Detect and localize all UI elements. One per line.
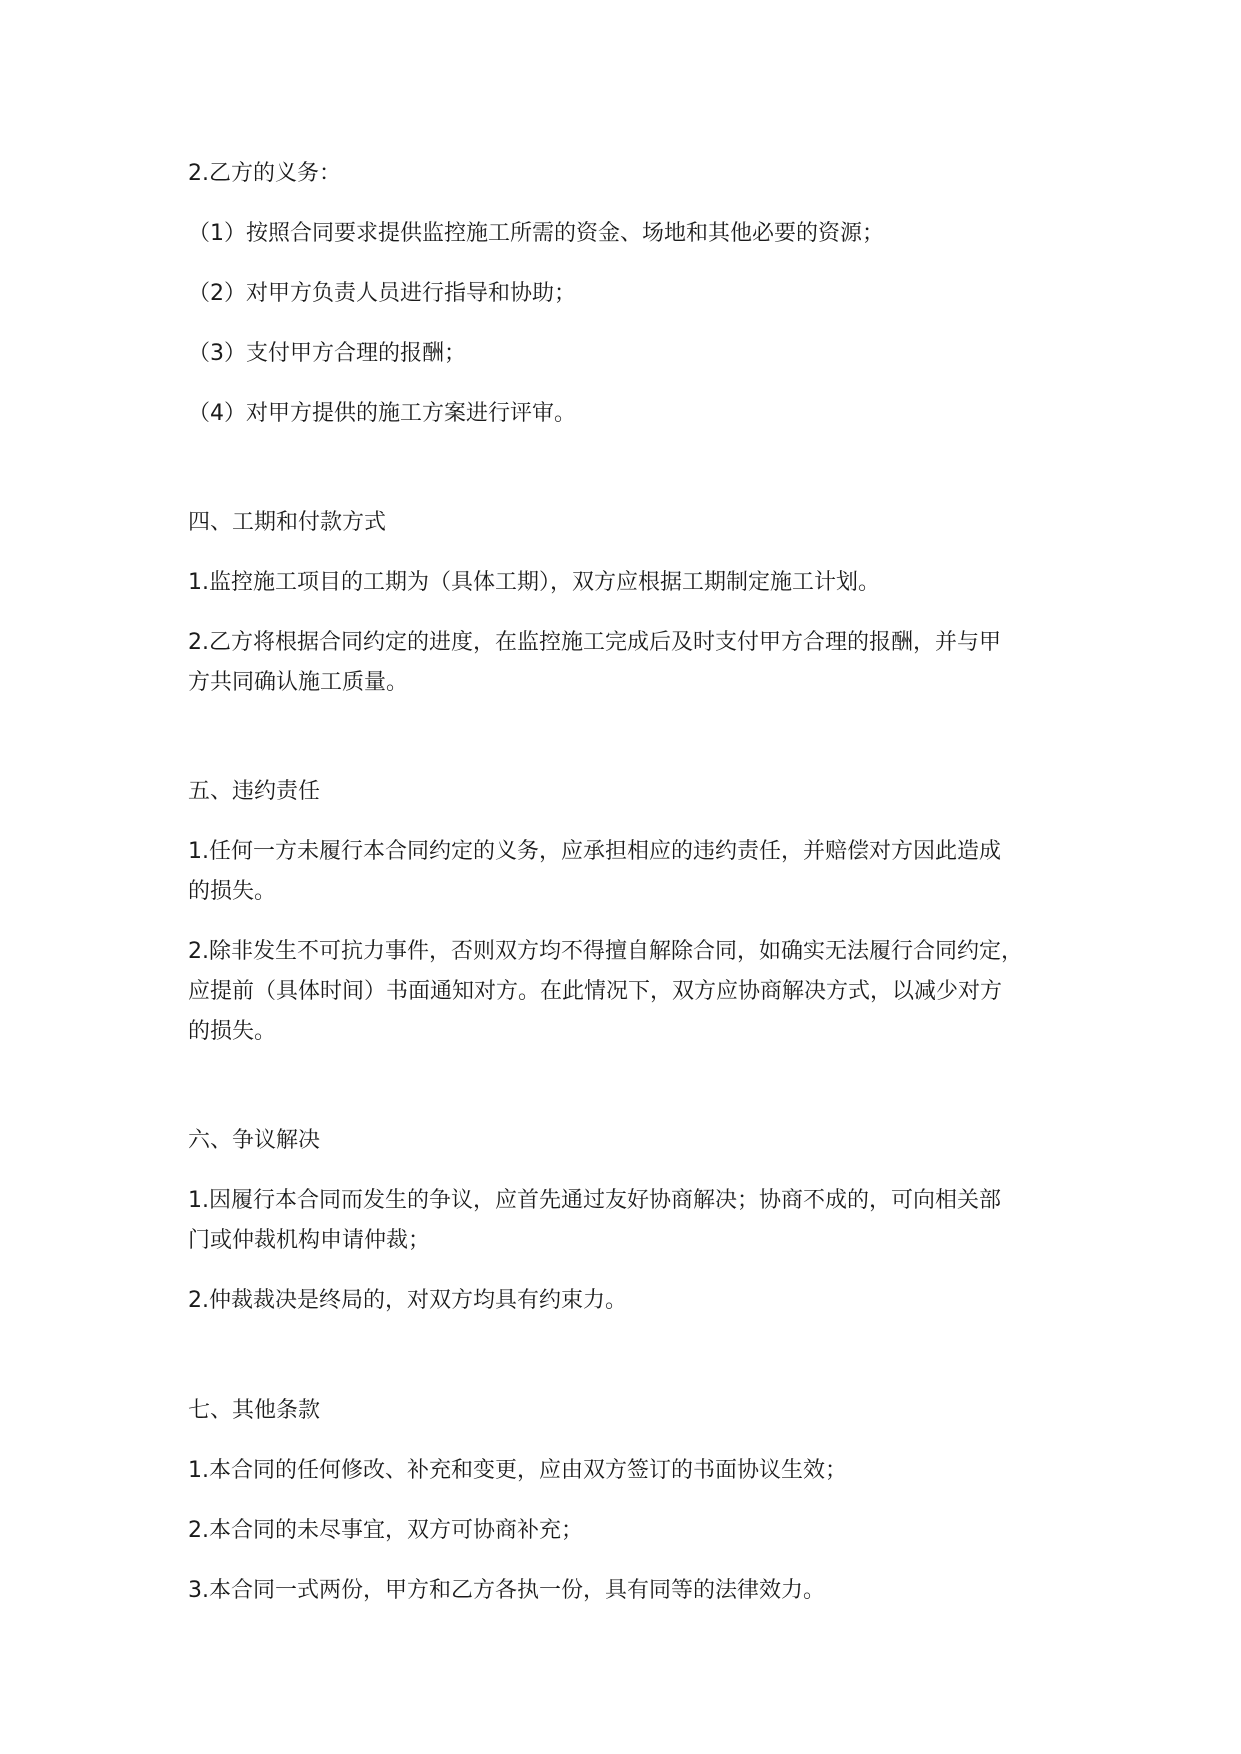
section-7-clause-1: 1.本合同的任何修改、补充和变更，应由双方签订的书面协议生效； [188,1458,847,1483]
section-7-clause-3: 3.本合同一式两份，甲方和乙方各执一份，具有同等的法律效力。 [188,1578,825,1603]
obligation-item-4: （4）对甲方提供的施工方案进行评审。 [188,401,576,426]
obligation-item-3: （3）支付甲方合理的报酬； [188,341,466,366]
section-5-clause-1: 1.任何一方未履行本合同约定的义务，应承担相应的违约责任，并赔偿对方因此造成 的损失。 [188,839,1001,904]
section-4-heading: 四、工期和付款方式 [188,510,387,535]
section-6-heading: 六、争议解决 [188,1128,321,1153]
obligation-item-1: （1）按照合同要求提供监控施工所需的资金、场地和其他必要的资源； [188,221,884,246]
section-6-clause-1: 1.因履行本合同而发生的争议，应首先通过友好协商解决；协商不成的，可向相关部 门或仲裁机构申请仲裁； [188,1188,1001,1253]
obligation-item-2: （2）对甲方负责人员进行指导和协助； [188,281,576,306]
section-5-clause-2: 2.除非发生不可抗力事件，否则双方均不得擅自解除合同，如确实无法履行合同约定， 应提前（具体时间）书面通知对方。在此情况下，双方应协商解决方式，以减少对方 的损失。 [188,939,1023,1044]
section-7-clause-2: 2.本合同的未尽事宜，双方可协商补充； [188,1518,583,1543]
section-6-clause-2: 2.仲裁裁决是终局的，对双方均具有约束力。 [188,1288,627,1313]
section-5-heading: 五、违约责任 [188,779,321,804]
section-7-heading: 七、其他条款 [188,1398,321,1423]
section-4-clause-1: 1.监控施工项目的工期为（具体工期），双方应根据工期制定施工计划。 [188,570,880,595]
section-4-clause-2: 2.乙方将根据合同约定的进度，在监控施工完成后及时支付甲方合理的报酬，并与甲 方共同确认施工质量。 [188,630,1001,695]
obligations-heading: 2.乙方的义务： [188,161,341,186]
